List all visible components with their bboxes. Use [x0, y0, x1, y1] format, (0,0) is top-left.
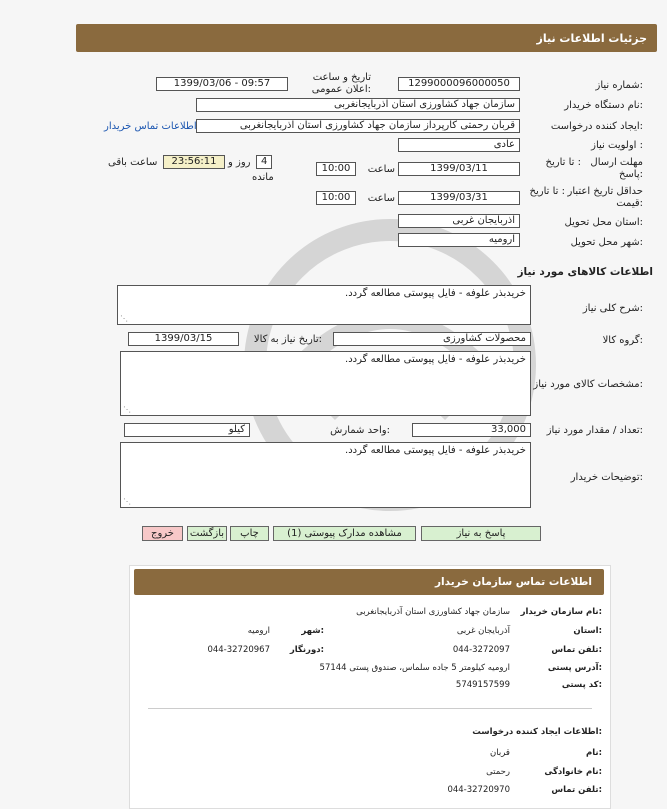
quantity-field: 33,000: [412, 423, 531, 437]
deadline-date-field: 1399/03/11: [398, 162, 520, 176]
validity-label-2: قیمت:: [616, 198, 643, 209]
announce-field: 1399/03/06 - 09:57: [156, 77, 288, 91]
resize-grip-icon[interactable]: ⋰: [123, 405, 131, 414]
city-label: شهر محل تحویل:: [570, 237, 643, 248]
unit-field: کیلو: [124, 423, 250, 437]
contact-phone-value: 044-3272097: [452, 645, 510, 655]
contact-divider: [148, 708, 592, 709]
province-field: آذربایجان غربی: [398, 214, 520, 228]
contact-province-value: آذربایجان غربی: [456, 626, 510, 636]
creator-family-value: رحمتی: [486, 767, 510, 777]
deadline-until-label: تا تاریخ :: [545, 157, 581, 168]
contact-panel-header: [134, 569, 604, 595]
goods-group-label: گروه کالا:: [602, 335, 643, 346]
city-field: ارومیه: [398, 233, 520, 247]
resize-grip-icon[interactable]: ⋰: [120, 314, 128, 323]
contact-panel: [129, 565, 611, 809]
need-date-label: تاریخ نیاز به کالا:: [253, 334, 322, 345]
deadline-time-label: ساعت: [367, 164, 395, 175]
reply-button[interactable]: پاسخ به نیاز: [421, 526, 541, 541]
deadline-time-field: 10:00: [316, 162, 356, 176]
goods-section-title: اطلاعات کالاهای مورد نیاز: [517, 266, 653, 278]
announce-label: تاریخ و ساعت اعلان عمومی:: [311, 72, 371, 95]
creator-phone-value: 044-32720970: [447, 785, 510, 795]
print-button[interactable]: چاپ: [230, 526, 269, 541]
validity-time-field: 10:00: [316, 191, 356, 205]
page-header: [76, 24, 657, 52]
remaining-time-field: 23:56:11: [163, 155, 225, 169]
need-number-label: شماره نیاز:: [595, 80, 643, 91]
validity-time-label: ساعت: [367, 193, 395, 204]
summary-text: خریدبذر علوفه - فایل پیوستی مطالعه گردد.: [345, 288, 526, 299]
contact-city-value: ارومیه: [247, 626, 270, 636]
attachments-button[interactable]: مشاهده مدارک پیوستی (1): [273, 526, 416, 541]
contact-address-label: آدرس پستی:: [547, 663, 602, 673]
contact-address-value: ارومیه کیلومتر 5 جاده سلماس، صندوق پستی 57144: [319, 663, 510, 673]
specs-textarea: [120, 351, 531, 416]
creator-name-value: قربان: [490, 748, 510, 758]
creator-field: قربان رحمتی کارپرداز سازمان جهاد کشاورزی استان آذربایجانغربی: [196, 119, 520, 133]
creator-label: ایجاد کننده درخواست:: [550, 121, 643, 132]
buyer-notes-label: توضیحات خریدار:: [570, 472, 643, 483]
goods-group-field: محصولات کشاورزی: [333, 332, 531, 346]
back-button[interactable]: بازگشت: [187, 526, 227, 541]
summary-label: شرح کلی نیاز:: [582, 303, 643, 314]
unit-label: واحد شمارش:: [330, 425, 390, 436]
priority-label: اولویت نیاز :: [591, 140, 643, 151]
remaining-label-2: مانده: [252, 172, 274, 183]
contact-city-label: شهر:: [301, 626, 324, 636]
creator-family-label: نام خانوادگی:: [544, 767, 602, 777]
creator-section-title: اطلاعات ایجاد کننده درخواست:: [472, 727, 602, 737]
contact-phone-label: تلفن تماس:: [551, 645, 602, 655]
validity-until-label: تا تاریخ :: [529, 186, 565, 197]
page-title: جزئیات اطلاعات نیاز: [536, 32, 647, 45]
contact-province-label: استان:: [573, 626, 602, 636]
validity-label: حداقل تاریخ اعتبار: [567, 186, 643, 197]
days-label: روز و: [228, 157, 251, 168]
priority-field: عادی: [398, 138, 520, 152]
contact-panel-title: اطلاعات تماس سازمان خریدار: [435, 576, 592, 588]
need-number-field: 1299000096000050: [398, 77, 520, 91]
buyer-org-label: نام دستگاه خریدار:: [564, 100, 643, 111]
exit-button[interactable]: خروج: [142, 526, 183, 541]
contact-postal-label: کد پستی:: [561, 680, 602, 690]
quantity-label: تعداد / مقدار مورد نیاز:: [546, 425, 643, 436]
creator-name-label: نام:: [585, 748, 602, 758]
validity-date-field: 1399/03/31: [398, 191, 520, 205]
contact-org-value: سازمان جهاد کشاورزی استان آذربایجانغربی: [356, 607, 510, 617]
creator-phone-label: تلفن تماس:: [551, 785, 602, 795]
specs-text: خریدبذر علوفه - فایل پیوستی مطالعه گردد.: [345, 354, 526, 365]
specs-label: مشخصات کالای مورد نیاز:: [533, 379, 643, 390]
province-label: استان محل تحویل:: [564, 217, 643, 228]
resize-grip-icon[interactable]: ⋰: [123, 497, 131, 506]
contact-org-label: نام سازمان خریدار:: [520, 607, 602, 617]
buyer-org-field: سازمان جهاد کشاورزی استان آذربایجانغربی: [196, 98, 520, 112]
deadline-label-2: پاسخ:: [618, 169, 643, 180]
buyer-notes-text: خریدبذر علوفه - فایل پیوستی مطالعه گردد.: [345, 445, 526, 456]
contact-fax-value: 044-32720967: [207, 645, 270, 655]
contact-fax-label: دورنگار:: [289, 645, 324, 655]
buyer-notes-textarea: [120, 442, 531, 508]
summary-textarea: [117, 285, 531, 325]
remaining-label: ساعت باقی: [108, 157, 158, 168]
deadline-label: مهلت ارسال: [590, 157, 643, 168]
need-date-field: 1399/03/15: [128, 332, 239, 346]
days-field: 4: [256, 155, 272, 169]
buyer-contact-link[interactable]: اطلاعات تماس خریدار: [104, 121, 197, 132]
contact-postal-value: 5749157599: [455, 680, 510, 690]
